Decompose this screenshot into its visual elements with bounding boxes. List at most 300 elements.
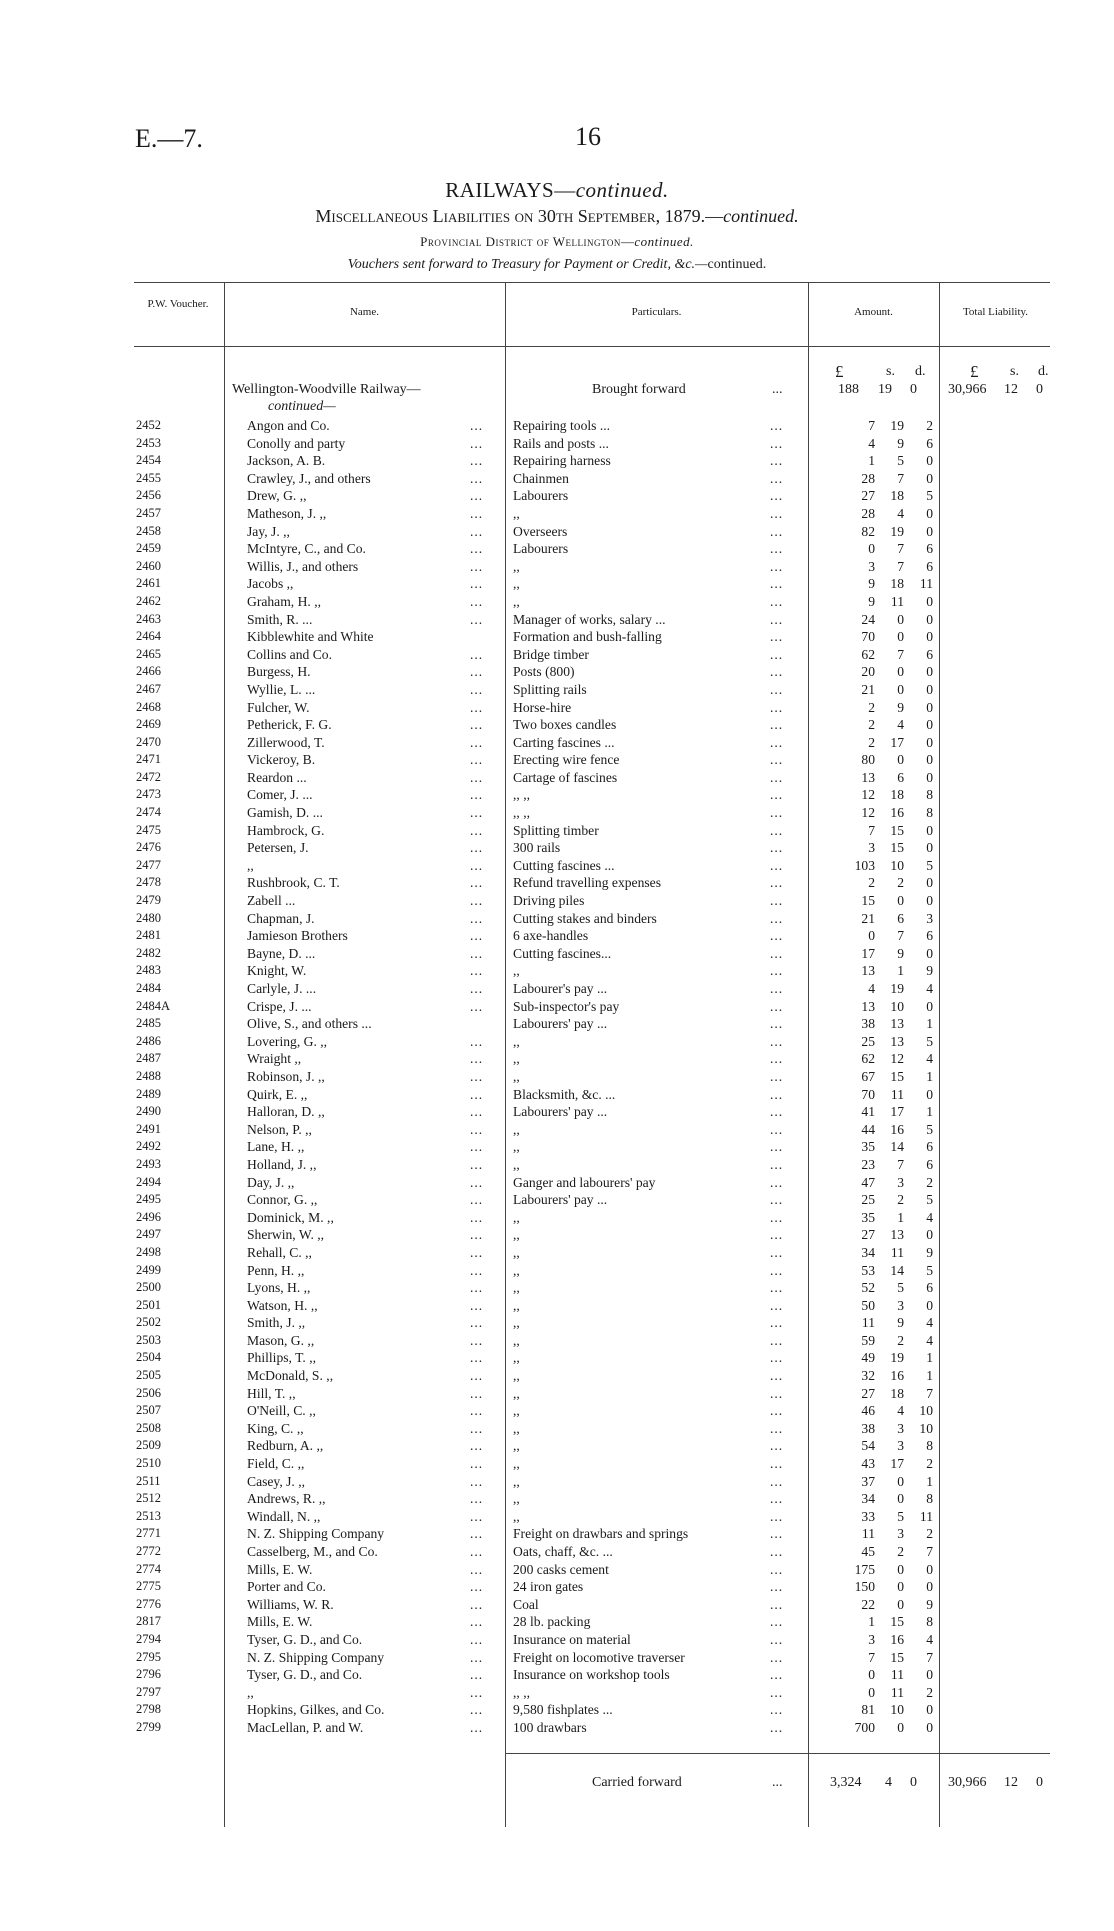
amount-pence: 1 — [926, 1104, 933, 1120]
voucher-row — [0, 1613, 1114, 1631]
voucher-row — [0, 1279, 1114, 1297]
amount-pence: 1 — [926, 1473, 933, 1489]
amount-pounds: 12 — [861, 787, 875, 803]
particulars: Rails and posts ... — [513, 435, 609, 451]
amount-pence: 5 — [926, 488, 933, 504]
payee-name: Crispe, J. ... — [247, 998, 312, 1014]
particulars-leader: ... — [770, 1438, 784, 1454]
voucher-row — [0, 1385, 1114, 1403]
amount-pence: 11 — [919, 576, 933, 592]
amount-pence: 0 — [926, 629, 933, 645]
voucher-number: 2797 — [136, 1684, 161, 1699]
amount-pounds: 2 — [868, 699, 875, 715]
particulars-leader: ... — [770, 1702, 784, 1718]
particulars-leader: ... — [770, 928, 784, 944]
amount-pounds: 150 — [854, 1579, 875, 1595]
amount-pence: 0 — [926, 523, 933, 539]
name-leader: ... — [470, 910, 484, 926]
particulars-leader: ... — [770, 1368, 784, 1384]
name-leader: ... — [470, 1385, 484, 1401]
particulars-leader: ... — [770, 453, 784, 469]
voucher-row — [0, 874, 1114, 892]
amount-shillings: 2 — [897, 1192, 904, 1208]
name-leader: ... — [470, 1068, 484, 1084]
amount-pence: 8 — [926, 787, 933, 803]
carried-forward-pounds: 3,324 — [830, 1775, 862, 1790]
amount-pounds: 13 — [861, 998, 875, 1014]
payee-name: Field, C. ,, — [247, 1456, 305, 1472]
amount-pounds: 49 — [861, 1350, 875, 1366]
payee-name: Fulcher, W. — [247, 699, 310, 715]
particulars-leader: ... — [770, 664, 784, 680]
amount-pounds: 34 — [861, 1244, 875, 1260]
amount-pounds: 33 — [861, 1508, 875, 1524]
amount-shillings: 9 — [897, 435, 904, 451]
amount-pence: 8 — [926, 805, 933, 821]
amount-pence: 2 — [926, 1174, 933, 1190]
amount-shillings: 18 — [890, 787, 904, 803]
amount-shillings: 18 — [890, 576, 904, 592]
particulars: Splitting rails — [513, 681, 587, 697]
name-leader: ... — [470, 893, 484, 909]
amount-pounds: 4 — [868, 981, 875, 996]
amount-shillings: 2 — [897, 1544, 904, 1559]
amount-shillings: 6 — [897, 910, 904, 926]
amount-pounds: 21 — [861, 910, 875, 926]
amount-pounds: 21 — [861, 681, 875, 697]
name-leader: ... — [470, 1121, 484, 1137]
amount-pounds: 20 — [861, 664, 875, 680]
voucher-number: 2795 — [136, 1649, 161, 1664]
amount-shillings: 0 — [897, 1561, 904, 1577]
name-leader: ... — [470, 928, 484, 944]
amount-pence: 0 — [926, 1667, 933, 1683]
name-leader: ... — [470, 1139, 484, 1155]
particulars-leader: ... — [770, 1227, 784, 1243]
page-number: 16 — [575, 122, 601, 151]
name-leader: ... — [470, 1174, 484, 1190]
voucher-number: 2464 — [136, 629, 161, 644]
amount-pounds: 27 — [861, 488, 875, 504]
amount-pence: 0 — [926, 875, 933, 891]
amount-shillings: 9 — [897, 1315, 904, 1331]
particulars: ,, — [513, 1262, 520, 1278]
particulars: Sub-inspector's pay — [513, 998, 620, 1014]
name-leader: ... — [470, 998, 484, 1014]
voucher-row — [0, 751, 1114, 769]
amount-pounds: 3 — [868, 1631, 875, 1647]
particulars-leader: ... — [770, 576, 784, 592]
payee-name: Matheson, J. ,, — [247, 505, 327, 521]
amount-shillings: 0 — [897, 752, 904, 768]
amount-pence: 6 — [926, 435, 933, 451]
amount-shillings: 10 — [890, 998, 904, 1014]
particulars: ,, — [513, 1051, 520, 1067]
carried-forward-total-pence: 0 — [1036, 1775, 1043, 1790]
particulars: Overseers — [513, 523, 568, 539]
payee-name: Chapman, J. — [247, 910, 315, 926]
voucher-row — [0, 910, 1114, 928]
voucher-number: 2478 — [136, 875, 161, 890]
particulars-leader: ... — [770, 1403, 784, 1419]
voucher-row — [0, 628, 1114, 646]
voucher-row — [0, 822, 1114, 840]
amount-pence: 9 — [926, 963, 933, 979]
particulars-leader: ... — [770, 1561, 784, 1577]
pence-unit: d. — [915, 364, 926, 379]
voucher-row — [0, 1596, 1114, 1614]
particulars-leader: ... — [770, 1491, 784, 1507]
voucher-row — [0, 540, 1114, 558]
particulars: Labourer's pay ... — [513, 981, 608, 996]
payee-name: McDonald, S. ,, — [247, 1368, 334, 1384]
name-leader: ... — [470, 822, 484, 838]
payee-name: Smith, J. ,, — [247, 1315, 306, 1331]
amount-pence: 5 — [926, 857, 933, 873]
particulars: Labourers' pay ... — [513, 1104, 608, 1120]
voucher-row — [0, 1033, 1114, 1051]
amount-shillings: 13 — [890, 1033, 904, 1049]
payee-name: Tyser, G. D., and Co. — [247, 1667, 363, 1683]
particulars-leader: ... — [770, 523, 784, 539]
total-shillings-unit: s. — [1010, 364, 1019, 379]
name-leader: ... — [470, 699, 484, 715]
particulars: ,, — [513, 1280, 520, 1296]
amount-pence: 0 — [926, 769, 933, 785]
payee-name: Gamish, D. ... — [247, 805, 323, 821]
voucher-row — [0, 945, 1114, 963]
amount-shillings: 16 — [890, 1121, 904, 1137]
amount-shillings: 7 — [897, 558, 904, 574]
payee-name: Jamieson Brothers — [247, 928, 348, 944]
voucher-number: 2490 — [136, 1104, 161, 1119]
amount-pence: 0 — [926, 1561, 933, 1577]
particulars-leader: ... — [770, 1526, 784, 1542]
voucher-number: 2476 — [136, 840, 161, 855]
voucher-row — [0, 786, 1114, 804]
amount-shillings: 3 — [897, 1420, 904, 1436]
voucher-row — [0, 699, 1114, 717]
payee-name: Willis, J., and others — [247, 558, 359, 574]
particulars: Horse-hire — [513, 699, 572, 715]
amount-pence: 0 — [926, 699, 933, 715]
amount-shillings: 6 — [897, 769, 904, 785]
amount-pence: 7 — [926, 1544, 933, 1559]
amount-pounds: 25 — [861, 1192, 875, 1208]
voucher-row — [0, 558, 1114, 576]
amount-pounds: 62 — [861, 1051, 875, 1067]
voucher-number: 2796 — [136, 1667, 161, 1682]
voucher-row — [0, 1684, 1114, 1702]
payee-name: N. Z. Shipping Company — [247, 1526, 385, 1542]
amount-shillings: 10 — [890, 857, 904, 873]
voucher-number: 2491 — [136, 1121, 161, 1136]
payee-name: McIntyre, C., and Co. — [247, 541, 366, 557]
amount-pence: 2 — [926, 1526, 933, 1542]
particulars: Insurance on workshop tools — [513, 1667, 670, 1683]
amount-pence: 2 — [926, 418, 933, 433]
particulars: Freight on drawbars and springs — [513, 1526, 689, 1542]
amount-pounds: 80 — [861, 752, 875, 768]
name-leader: ... — [470, 1649, 484, 1665]
amount-shillings: 19 — [890, 523, 904, 539]
name-leader: ... — [470, 1403, 484, 1419]
amount-shillings: 3 — [897, 1438, 904, 1454]
voucher-row — [0, 1209, 1114, 1227]
particulars: ,, — [513, 1121, 520, 1137]
amount-pounds: 4 — [868, 435, 875, 451]
voucher-row — [0, 523, 1114, 541]
pounds-unit: £ — [835, 362, 844, 381]
payee-name: Hambrock, G. — [247, 822, 325, 838]
particulars-leader: ... — [770, 681, 784, 697]
amount-shillings: 2 — [897, 875, 904, 891]
amount-pounds: 50 — [861, 1297, 875, 1313]
voucher-number: 2483 — [136, 963, 161, 978]
voucher-row — [0, 1138, 1114, 1156]
amount-pence: 0 — [926, 664, 933, 680]
name-leader: ... — [470, 1526, 484, 1542]
payee-name: Casselberg, M., and Co. — [247, 1544, 378, 1559]
carried-forward-pence: 0 — [910, 1775, 917, 1790]
name-leader: ... — [470, 505, 484, 521]
amount-shillings: 7 — [897, 646, 904, 662]
particulars-leader: ... — [770, 910, 784, 926]
particulars: ,, — [513, 1156, 520, 1172]
payee-name: Connor, G. ,, — [247, 1192, 318, 1208]
particulars-leader: ... — [770, 734, 784, 750]
amount-pounds: 12 — [861, 805, 875, 821]
particulars: Posts (800) — [513, 664, 575, 680]
particulars-leader: ... — [770, 593, 784, 609]
amount-pounds: 37 — [861, 1473, 875, 1489]
payee-name: Collins and Co. — [247, 646, 332, 662]
name-leader: ... — [470, 734, 484, 750]
amount-pounds: 2 — [868, 734, 875, 750]
particulars: ,, — [513, 1068, 520, 1084]
payee-name: Penn, H. ,, — [247, 1262, 305, 1278]
particulars: ,, — [513, 593, 520, 609]
particulars: ,, — [513, 1139, 520, 1155]
particulars: ,, — [513, 576, 520, 592]
voucher-row — [0, 1543, 1114, 1561]
amount-pounds: 9 — [868, 576, 875, 592]
amount-shillings: 0 — [897, 1719, 904, 1735]
payee-name: Redburn, A. ,, — [247, 1438, 324, 1454]
amount-shillings: 17 — [890, 1104, 904, 1120]
amount-shillings: 11 — [890, 1667, 904, 1683]
voucher-row — [0, 1402, 1114, 1420]
particulars-leader: ... — [770, 1192, 784, 1208]
amount-pounds: 62 — [861, 646, 875, 662]
particulars: ,, — [513, 1368, 520, 1384]
particulars: ,, — [513, 1209, 520, 1225]
amount-shillings: 3 — [897, 1297, 904, 1313]
amount-shillings: 1 — [897, 963, 904, 979]
payee-name: Conolly and party — [247, 435, 346, 451]
payee-name: Graham, H. ,, — [247, 593, 321, 609]
voucher-row — [0, 998, 1114, 1016]
voucher-number: 2454 — [136, 453, 161, 468]
voucher-row — [0, 1314, 1114, 1332]
particulars-leader: ... — [770, 1596, 784, 1612]
voucher-number: 2458 — [136, 523, 161, 538]
payee-name: Nelson, P. ,, — [247, 1121, 312, 1137]
payee-name: Jackson, A. B. — [247, 453, 326, 469]
particulars-leader: ... — [770, 1016, 784, 1032]
amount-shillings: 11 — [890, 1684, 904, 1700]
particulars: 9,580 fishplates ... — [513, 1702, 613, 1718]
payee-name: Williams, W. R. — [247, 1596, 334, 1612]
voucher-number: 2452 — [136, 418, 161, 432]
voucher-row — [0, 1332, 1114, 1350]
amount-pence: 10 — [919, 1420, 933, 1436]
particulars-leader: ... — [770, 1315, 784, 1331]
carried-forward-shillings: 4 — [885, 1775, 892, 1790]
name-leader: ... — [470, 1244, 484, 1260]
voucher-row — [0, 487, 1114, 505]
amount-pence: 8 — [926, 1614, 933, 1630]
amount-pounds: 45 — [861, 1544, 875, 1559]
particulars-leader: ... — [770, 805, 784, 821]
payee-name: ,, — [247, 1684, 254, 1700]
amount-pence: 0 — [926, 611, 933, 627]
document-reference: E.—7. — [135, 124, 203, 153]
voucher-row — [0, 1508, 1114, 1526]
amount-pounds: 2 — [868, 875, 875, 891]
brought-forward-label: Brought forward — [592, 382, 686, 397]
voucher-number: 2507 — [136, 1403, 161, 1418]
name-leader: ... — [470, 1702, 484, 1718]
particulars-leader: ... — [770, 629, 784, 645]
amount-shillings: 15 — [890, 840, 904, 856]
payee-name: Reardon ... — [247, 769, 307, 785]
voucher-row — [0, 417, 1114, 435]
payee-name: Jacobs ,, — [247, 576, 294, 592]
voucher-row — [0, 734, 1114, 752]
voucher-number: 2459 — [136, 541, 161, 556]
particulars-leader: ... — [770, 418, 784, 433]
voucher-row — [0, 611, 1114, 629]
amount-shillings: 16 — [890, 1631, 904, 1647]
payee-name: Petersen, J. — [247, 840, 309, 856]
payee-name: Mills, E. W. — [247, 1561, 313, 1577]
particulars-leader: ... — [770, 646, 784, 662]
particulars-leader: ... — [770, 998, 784, 1014]
particulars-leader: ... — [770, 893, 784, 909]
name-leader: ... — [470, 1033, 484, 1049]
voucher-number: 2474 — [136, 805, 161, 820]
particulars-leader: ... — [770, 1332, 784, 1348]
amount-pence: 4 — [926, 1631, 933, 1647]
particulars-leader: ... — [770, 1420, 784, 1436]
voucher-row — [0, 980, 1114, 998]
particulars: 100 drawbars — [513, 1719, 587, 1735]
voucher-row — [0, 1367, 1114, 1385]
particulars: Coal — [513, 1596, 539, 1612]
voucher-number: 2469 — [136, 717, 161, 732]
particulars: Bridge timber — [513, 646, 589, 662]
header-bottom-rule — [134, 346, 1050, 347]
amount-pence: 8 — [926, 1491, 933, 1507]
carried-forward-total-shillings: 12 — [1004, 1775, 1018, 1790]
particulars: Refund travelling expenses — [513, 875, 661, 891]
payee-name: Wyllie, L. ... — [247, 681, 316, 697]
amount-shillings: 15 — [890, 1068, 904, 1084]
voucher-number: 2453 — [136, 435, 161, 450]
page-title: RAILWAYS—continued. — [445, 178, 669, 202]
amount-pence: 4 — [926, 1332, 933, 1348]
amount-pounds: 7 — [868, 418, 875, 433]
particulars: Oats, chaff, &c. ... — [513, 1544, 613, 1559]
voucher-row — [0, 839, 1114, 857]
amount-pence: 6 — [926, 1139, 933, 1155]
voucher-number: 2494 — [136, 1174, 161, 1189]
name-leader: ... — [470, 1209, 484, 1225]
name-leader: ... — [470, 769, 484, 785]
column-header-amount: Amount. — [854, 306, 893, 318]
voucher-row — [0, 1561, 1114, 1579]
voucher-number: 2463 — [136, 611, 161, 626]
amount-shillings: 11 — [890, 1086, 904, 1102]
amount-pounds: 81 — [861, 1702, 875, 1718]
amount-shillings: 0 — [897, 664, 904, 680]
particulars-leader: ... — [770, 752, 784, 768]
amount-pounds: 52 — [861, 1280, 875, 1296]
name-leader: ... — [470, 681, 484, 697]
name-leader: ... — [470, 541, 484, 557]
voucher-row — [0, 470, 1114, 488]
name-leader: ... — [470, 1544, 484, 1559]
voucher-number: 2502 — [136, 1315, 161, 1330]
name-leader: ... — [470, 576, 484, 592]
payee-name: Drew, G. ,, — [247, 488, 307, 504]
payee-name: Knight, W. — [247, 963, 307, 979]
voucher-number: 2489 — [136, 1086, 161, 1101]
column-header-name: Name. — [349, 306, 379, 318]
particulars-leader: ... — [770, 787, 784, 803]
amount-shillings: 15 — [890, 822, 904, 838]
amount-shillings: 11 — [890, 593, 904, 609]
amount-pence: 2 — [926, 1456, 933, 1472]
voucher-number: 2504 — [136, 1350, 161, 1365]
particulars: 200 casks cement — [513, 1561, 609, 1577]
amount-pence: 1 — [926, 1368, 933, 1384]
particulars: Freight on locomotive traverser — [513, 1649, 685, 1665]
amount-shillings: 19 — [890, 1350, 904, 1366]
voucher-number: 2506 — [136, 1385, 161, 1400]
voucher-number: 2775 — [136, 1579, 161, 1594]
particulars-leader: ... — [770, 505, 784, 521]
amount-pounds: 0 — [868, 1667, 875, 1683]
amount-pence: 0 — [926, 1579, 933, 1595]
particulars: ,, — [513, 1491, 520, 1507]
voucher-number: 2484A — [136, 998, 171, 1013]
amount-pounds: 43 — [861, 1456, 875, 1472]
particulars: Repairing tools ... — [513, 418, 611, 433]
payee-name: Dominick, M. ,, — [247, 1209, 334, 1225]
particulars: Cutting fascines... — [513, 945, 612, 961]
particulars: Cutting fascines ... — [513, 857, 615, 873]
voucher-row — [0, 1103, 1114, 1121]
particulars: 24 iron gates — [513, 1579, 584, 1595]
name-leader: ... — [470, 1508, 484, 1524]
particulars: 28 lb. packing — [513, 1614, 591, 1630]
voucher-number: 2465 — [136, 646, 161, 661]
voucher-row — [0, 769, 1114, 787]
voucher-number: 2500 — [136, 1280, 161, 1295]
name-leader: ... — [470, 1561, 484, 1577]
